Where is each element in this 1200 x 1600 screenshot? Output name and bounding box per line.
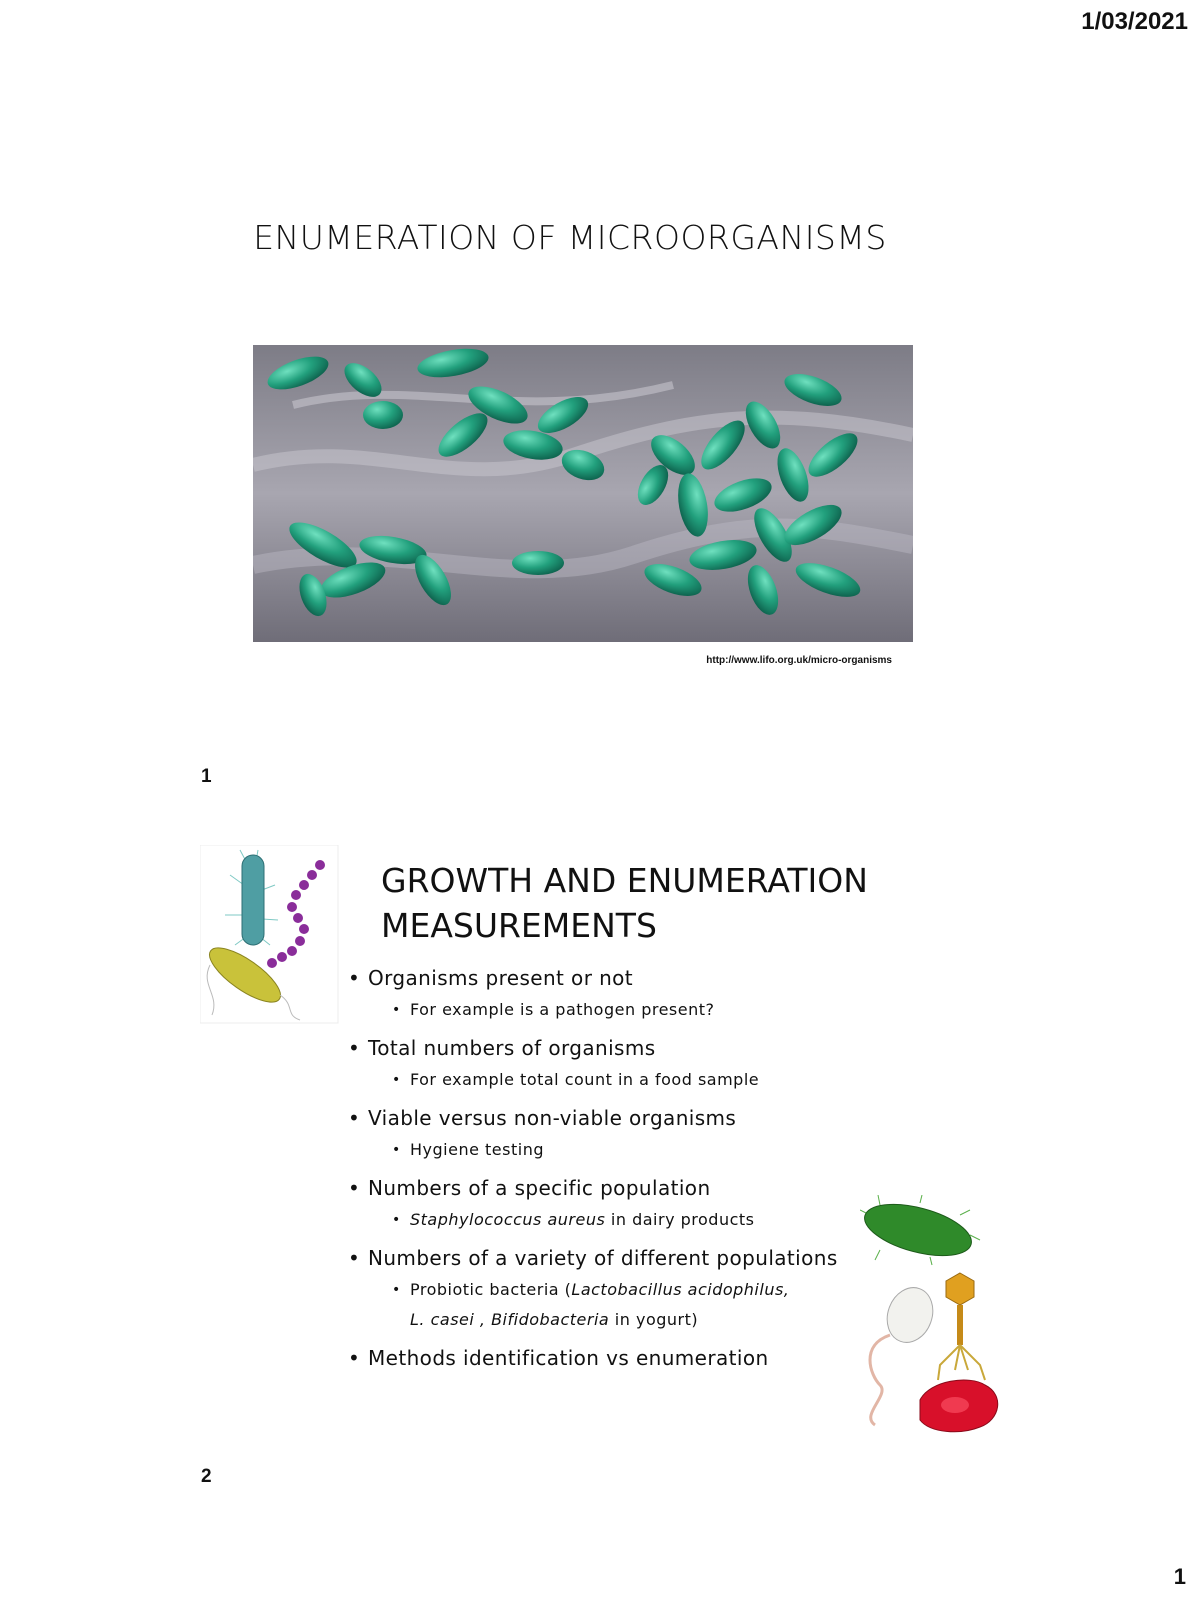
list-item: • Numbers of a variety of different populations • Probiotic bacteria (Lactobacillus acidophilus, L. casei , Bifidobacteria in yogurt): [348, 1245, 868, 1335]
list-item: • Methods identification vs enumeration: [348, 1345, 868, 1371]
document-date: 1/03/2021: [1081, 8, 1188, 35]
list-item: • Probiotic bacteria (Lactobacillus acidophilus, L. casei , Bifidobacteria in yogurt): [368, 1275, 868, 1335]
list-item: • Organisms present or not • For example is a pathogen present?: [348, 965, 868, 1025]
page-number: 1: [1173, 1564, 1186, 1589]
image-source-caption: http://www.lifo.org.uk/micro-organisms: [706, 655, 892, 666]
list-item: • For example total count in a food sample: [368, 1065, 868, 1095]
list-item: • Numbers of a specific population • Staphylococcus aureus in dairy products: [348, 1175, 868, 1235]
list-item: • Hygiene testing: [368, 1135, 868, 1165]
microbes-clipart-left: [200, 845, 340, 1025]
slide1-title: ENUMERATION OF MICROORGANISMS: [253, 218, 887, 257]
list-item: • Viable versus non-viable organisms • Hygiene testing: [348, 1105, 868, 1165]
slide2-bullet-list: [348, 965, 868, 1377]
slide2-title-line2: MEASUREMENTS: [381, 906, 657, 945]
slide1-number: 1: [201, 766, 212, 787]
bacteria-micrograph-image: [253, 345, 913, 642]
slide2-number: 2: [201, 1466, 212, 1487]
slide2-title: [381, 858, 921, 948]
microbes-clipart-right: [860, 1195, 1010, 1445]
slide2-title-line1: GROWTH AND ENUMERATION: [381, 861, 868, 900]
list-item: • Total numbers of organisms • For example total count in a food sample: [348, 1035, 868, 1095]
list-item: • For example is a pathogen present?: [368, 995, 868, 1025]
list-item: • Staphylococcus aureus in dairy products: [368, 1205, 868, 1235]
